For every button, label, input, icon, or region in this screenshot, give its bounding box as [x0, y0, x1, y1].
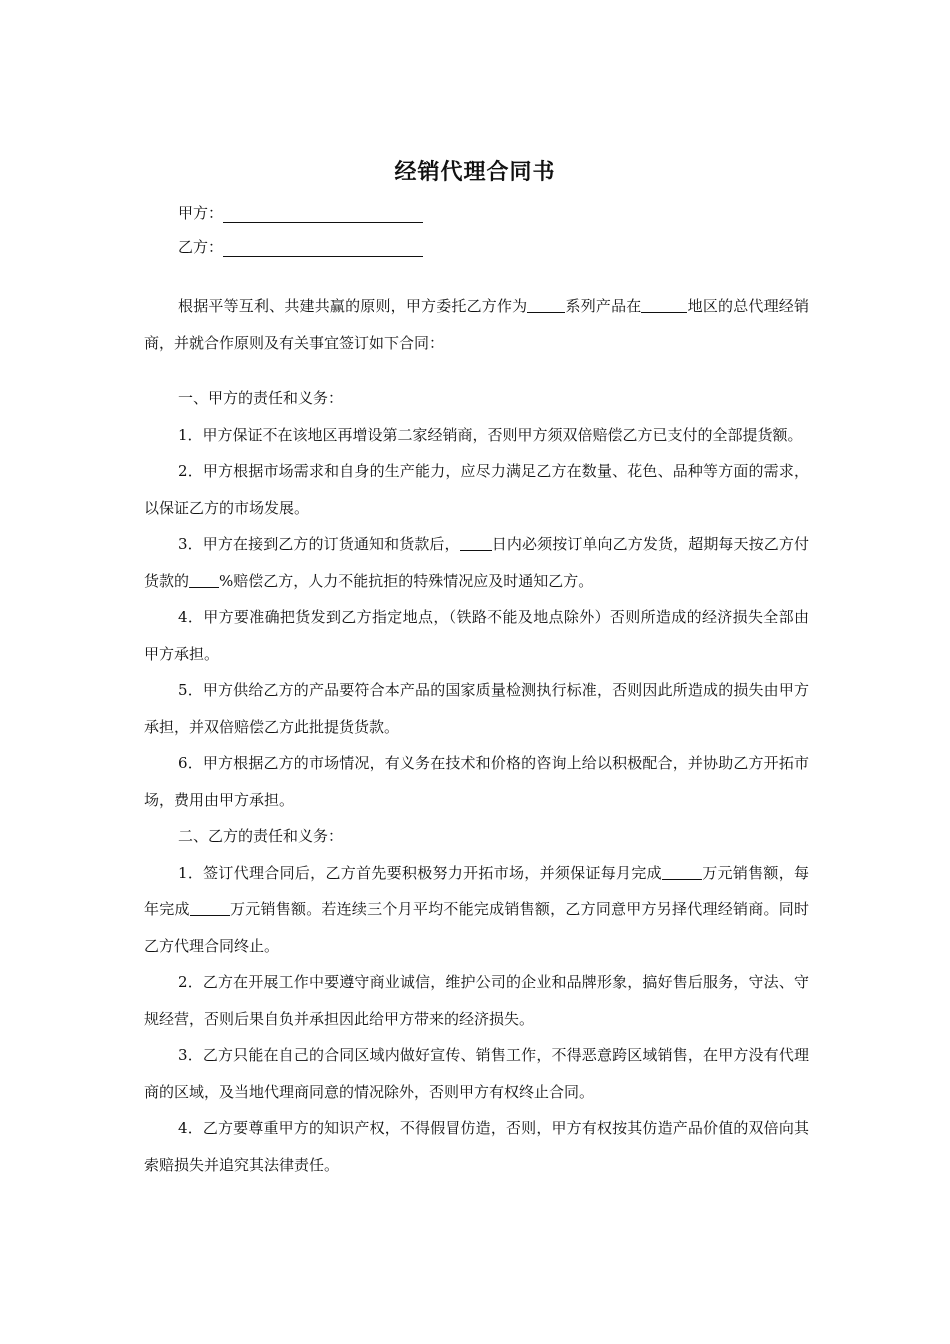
party-b-label: 乙方： [178, 238, 224, 256]
days-blank [460, 532, 492, 551]
party-a-blank [223, 206, 423, 223]
party-b-blank [223, 240, 423, 257]
party-b-line [178, 237, 423, 257]
section2-clause-1: 1．签订代理合同后，乙方首先要积极努力开拓市场，并须保证每月完成 万元销售额，每年完成 万元销售额。若连续三个月平均不能完成销售额，乙方同意甲方另择代理经销商。同时乙方代理合同终止。 [144, 855, 809, 965]
document-title: 经销代理合同书 [394, 160, 556, 185]
section1-heading: 一、甲方的责任和义务： [178, 389, 344, 407]
monthly-sales-blank [662, 861, 702, 880]
section1-clause-4: 4．甲方要准确把货发到乙方指定地点，（铁路不能及地点除外）否则所造成的经济损失全部由甲方承担。 [144, 608, 809, 663]
percent-blank [189, 569, 219, 588]
section1-clause-5: 5．甲方供给乙方的产品要符合本产品的国家质量检测执行标准，否则因此所造成的损失由甲方承担，并双倍赔偿乙方此批提货货款。 [144, 681, 809, 736]
section2-clause-2: 2．乙方在开展工作中要遵守商业诚信，维护公司的企业和品牌形象，搞好售后服务，守法、守规经营，否则后果自负并承担因此给甲方带来的经济损失。 [144, 973, 809, 1028]
contract-body [144, 288, 809, 1183]
section1-clause-1: 1．甲方保证不在该地区再增设第二家经销商，否则甲方须双倍赔偿乙方已支付的全部提货额。 [178, 425, 803, 444]
section2-clause-4: 4．乙方要尊重甲方的知识产权，不得假冒仿造，否则，甲方有权按其仿造产品价值的双倍向其索赔损失并追究其法律责任。 [144, 1119, 809, 1174]
party-a-label: 甲方： [178, 204, 224, 222]
series-blank [527, 294, 565, 313]
party-a-line [178, 203, 423, 223]
region-blank [641, 294, 687, 313]
section2-clause-3: 3．乙方只能在自己的合同区域内做好宣传、销售工作，不得恶意跨区域销售，在甲方没有代理商的区域，及当地代理商同意的情况除外，否则甲方有权终止合同。 [144, 1046, 809, 1101]
section1-clause-3: 3．甲方在接到乙方的订货通知和货款后， 日内必须按订单向乙方发货，超期每天按乙方付货款的 %赔偿乙方，人力不能抗拒的特殊情况应及时通知乙方。 [144, 526, 809, 599]
section1-clause-6: 6．甲方根据乙方的市场情况，有义务在技术和价格的咨询上给以积极配合，并协助乙方开拓市场，费用由甲方承担。 [144, 754, 809, 809]
section1-clause-2: 2．甲方根据市场需求和自身的生产能力，应尽力满足乙方在数量、花色、品种等方面的需求，以保证乙方的市场发展。 [144, 462, 809, 517]
intro-paragraph: 根据平等互利、共建共赢的原则，甲方委托乙方作为 系列产品在 地区的总代理经销商，并就合作原则及有关事宜签订如下合同： [144, 288, 809, 361]
yearly-sales-blank [190, 897, 230, 916]
section2-heading: 二、乙方的责任和义务： [178, 827, 344, 845]
